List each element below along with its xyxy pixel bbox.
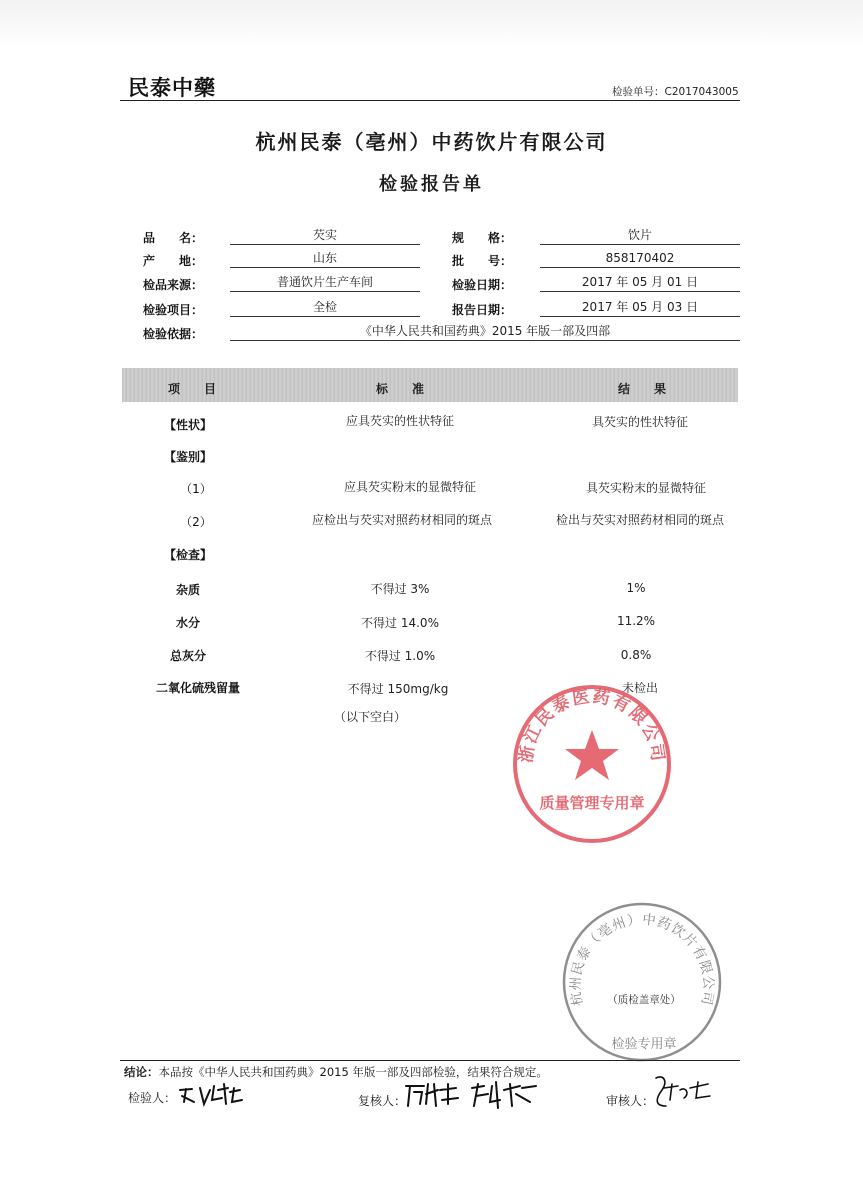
approver-label: 审核人： [606,1094,655,1108]
basis-label: 检验依据： [143,327,204,341]
conclusion-label: 结论： [124,1065,159,1079]
table-row-item: 【性状】 [163,418,212,432]
red-stamp-top-text: 浙江民泰医药有限公司 [516,686,668,765]
table-row-item: 总灰分 [169,649,206,663]
conclusion [124,1064,548,1080]
conclusion-text: 本品按《中华人民共和国药典》2015 年版一部及四部检验，结果符合规定。 [158,1065,548,1079]
header-divider [120,100,740,101]
table-row-result: 11.2% [616,614,656,628]
blank-below-note: （以下空白） [333,710,406,724]
batch-label: 批 号： [452,254,513,268]
report-number-value: C2017043005 [664,86,739,98]
star-icon [565,730,619,780]
source-label: 检品来源： [143,278,204,292]
table-row-standard: 应具芡实的性状特征 [345,414,454,428]
stamp-placement-note: （质检盖章处） [607,994,681,1006]
table-row-item: 二氧化硫残留量 [155,681,240,695]
table-row-result: 未检出 [621,681,658,695]
table-row-item: 【检查】 [163,548,212,562]
test-date-label: 检验日期： [452,278,513,292]
table-row-standard: 应具芡实粉末的显微特征 [343,480,476,494]
report-number [612,84,739,99]
spec-value: 饮片 [540,227,740,245]
report-date-label: 报告日期： [452,303,513,317]
table-row-standard: 应检出与芡实对照药材相同的斑点 [311,513,492,527]
product-name-label: 品 名： [143,231,204,245]
column-header-result: 结 果 [618,382,667,396]
grey-stamp-top-text: 杭州民泰（亳州）中药饮片有限公司 [567,911,717,1008]
company-name: 杭州民泰（亳州）中药饮片有限公司 [255,130,608,154]
table-row-item: 杂质 [175,583,200,597]
red-stamp-bottom-text: 质量管理专用章 [539,794,645,812]
reviewer-signatures [404,1080,544,1110]
items-value: 全检 [230,299,420,317]
table-row-standard: 不得过 14.0% [361,616,439,630]
basis-value: 《中华人民共和国药典》2015 年版一部及四部 [230,323,740,341]
quality-stamp-red [510,682,674,846]
test-date-value: 2017 年 05 月 01 日 [540,274,740,292]
table-row-item: 水分 [175,616,200,630]
inspector-label: 检验人： [128,1091,177,1105]
report-number-label: 检验单号： [612,86,665,98]
origin-value: 山东 [230,250,420,268]
scan-shadow [0,0,863,48]
table-row-result: 具芡实粉末的显微特征 [585,481,706,495]
table-row-item: 【鉴别】 [163,450,212,464]
product-name-value: 芡实 [230,227,420,245]
table-row-item: （1） [180,482,212,496]
report-date-value: 2017 年 05 月 03 日 [540,299,740,317]
table-row-item: （2） [180,515,212,529]
table-row-result: 具芡实的性状特征 [591,415,688,429]
grey-stamp-bottom-text: 检验专用章 [611,1037,677,1052]
column-header-item: 项 目 [168,382,217,396]
source-value: 普通饮片生产车间 [230,274,420,292]
company-logo: 民泰中藥 [128,75,216,100]
inspector-signature [178,1080,244,1108]
document-title: 检验报告单 [379,174,484,195]
table-row-standard: 不得过 1.0% [364,649,436,663]
batch-value: 858170402 [540,250,740,268]
reviewer-label: 复核人： [358,1094,407,1108]
inspection-stamp-grey [560,900,724,1064]
column-header-standard: 标 准 [376,382,425,396]
spec-label: 规 格： [452,231,513,245]
approver-signature [650,1072,716,1112]
footer-divider [120,1060,740,1061]
table-row-result: 检出与芡实对照药材相同的斑点 [555,513,724,527]
table-row-result: 1% [626,581,646,595]
items-label: 检验项目： [143,303,204,317]
origin-label: 产 地： [143,254,204,268]
table-row-result: 0.8% [620,648,652,662]
table-row-standard: 不得过 3% [370,582,430,596]
table-row-standard: 不得过 150mg/kg [347,682,449,696]
